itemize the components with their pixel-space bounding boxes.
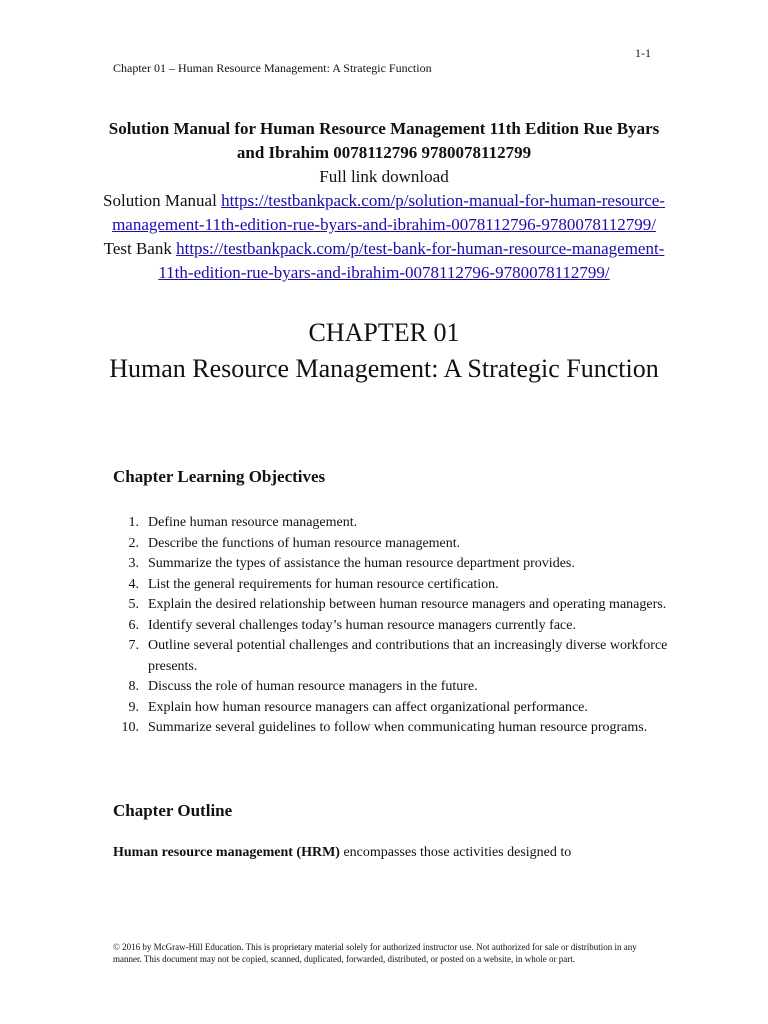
chapter-title: Human Resource Management: A Strategic Function bbox=[109, 354, 659, 383]
objective-item bbox=[113, 718, 673, 739]
solution-manual-label: Solution Manual bbox=[103, 191, 222, 210]
test-bank-link[interactable]: https://testbankpack.com/p/test-bank-for-human-resource-management-11th-edition-rue-byars-and-ibrahim-0078112796-9780078112799/ bbox=[158, 239, 665, 282]
objective-text: Discuss the role of human resource managers in the future. bbox=[148, 679, 478, 694]
solution-manual-link[interactable]: https://testbankpack.com/p/solution-manual-for-human-resource-management-11th-edition-rue-byars-and-ibrahim-0078112796-9780078112799/ bbox=[112, 191, 665, 234]
page-number: 1-1 bbox=[635, 46, 651, 60]
objective-text: Identify several challenges today’s human resource managers currently face. bbox=[148, 617, 576, 633]
objectives-heading: Chapter Learning Objectives bbox=[113, 467, 326, 486]
chapter-heading bbox=[84, 315, 684, 387]
objective-text: List the general requirements for human resource certification. bbox=[148, 576, 499, 592]
objective-number: 4. bbox=[128, 576, 139, 592]
copyright-footer: © 2016 by McGraw-Hill Education. This is proprietary material solely for authorized instructor use. Not authorized for sale or distribution in any manner. This document may not be copied, scanned, duplicated, forwarded, distributed, or posted on a website, in whole or part. bbox=[113, 942, 637, 964]
objective-item bbox=[113, 636, 673, 677]
objective-number: 7. bbox=[128, 638, 139, 653]
objective-number: 3. bbox=[128, 556, 139, 571]
objective-number: 10. bbox=[121, 720, 139, 735]
objective-text: Explain the desired relationship between human resource managers and operating managers. bbox=[148, 597, 667, 612]
outline-heading: Chapter Outline bbox=[113, 801, 233, 820]
test-bank-label: Test Bank bbox=[103, 239, 172, 258]
objective-text: Define human resource management. bbox=[148, 515, 358, 530]
objective-number: 1. bbox=[128, 515, 139, 530]
full-link-text: Full link download bbox=[319, 167, 449, 186]
objective-item bbox=[113, 534, 673, 555]
intro-block bbox=[100, 117, 668, 285]
objective-item bbox=[113, 513, 673, 534]
outline-text: encompasses those activities designed to bbox=[339, 845, 572, 860]
objective-text: Explain how human resource managers can affect organizational performance. bbox=[148, 699, 588, 715]
intro-title: Solution Manual for Human Resource Management 11th Edition Rue Byars and Ibrahim 0078112796 9780078112799 bbox=[108, 119, 660, 162]
chapter-number: CHAPTER 01 bbox=[308, 318, 460, 347]
objective-text: Summarize several guidelines to follow when communicating human resource programs. bbox=[148, 720, 648, 735]
objective-number: 6. bbox=[128, 617, 139, 633]
objective-number: 2. bbox=[128, 535, 139, 551]
objective-text: Summarize the types of assistance the human resource department provides. bbox=[148, 556, 575, 571]
objective-number: 9. bbox=[128, 699, 139, 715]
outline-term: Human resource management (HRM) bbox=[113, 845, 340, 860]
objective-item bbox=[113, 677, 673, 698]
objective-item bbox=[113, 595, 673, 616]
objectives-list bbox=[113, 513, 673, 739]
objective-number: 8. bbox=[128, 679, 139, 694]
outline-paragraph bbox=[113, 845, 673, 861]
objective-item bbox=[113, 698, 673, 719]
objective-item bbox=[113, 616, 673, 637]
objective-number: 5. bbox=[128, 597, 139, 612]
running-header: Chapter 01 – Human Resource Management: A Strategic Function bbox=[113, 61, 432, 75]
objective-item bbox=[113, 554, 673, 575]
objective-text: Describe the functions of human resource management. bbox=[148, 535, 461, 551]
objective-text: Outline several potential challenges and contributions that an increasingly diverse workforce presents. bbox=[148, 638, 668, 674]
objective-item bbox=[113, 575, 673, 596]
